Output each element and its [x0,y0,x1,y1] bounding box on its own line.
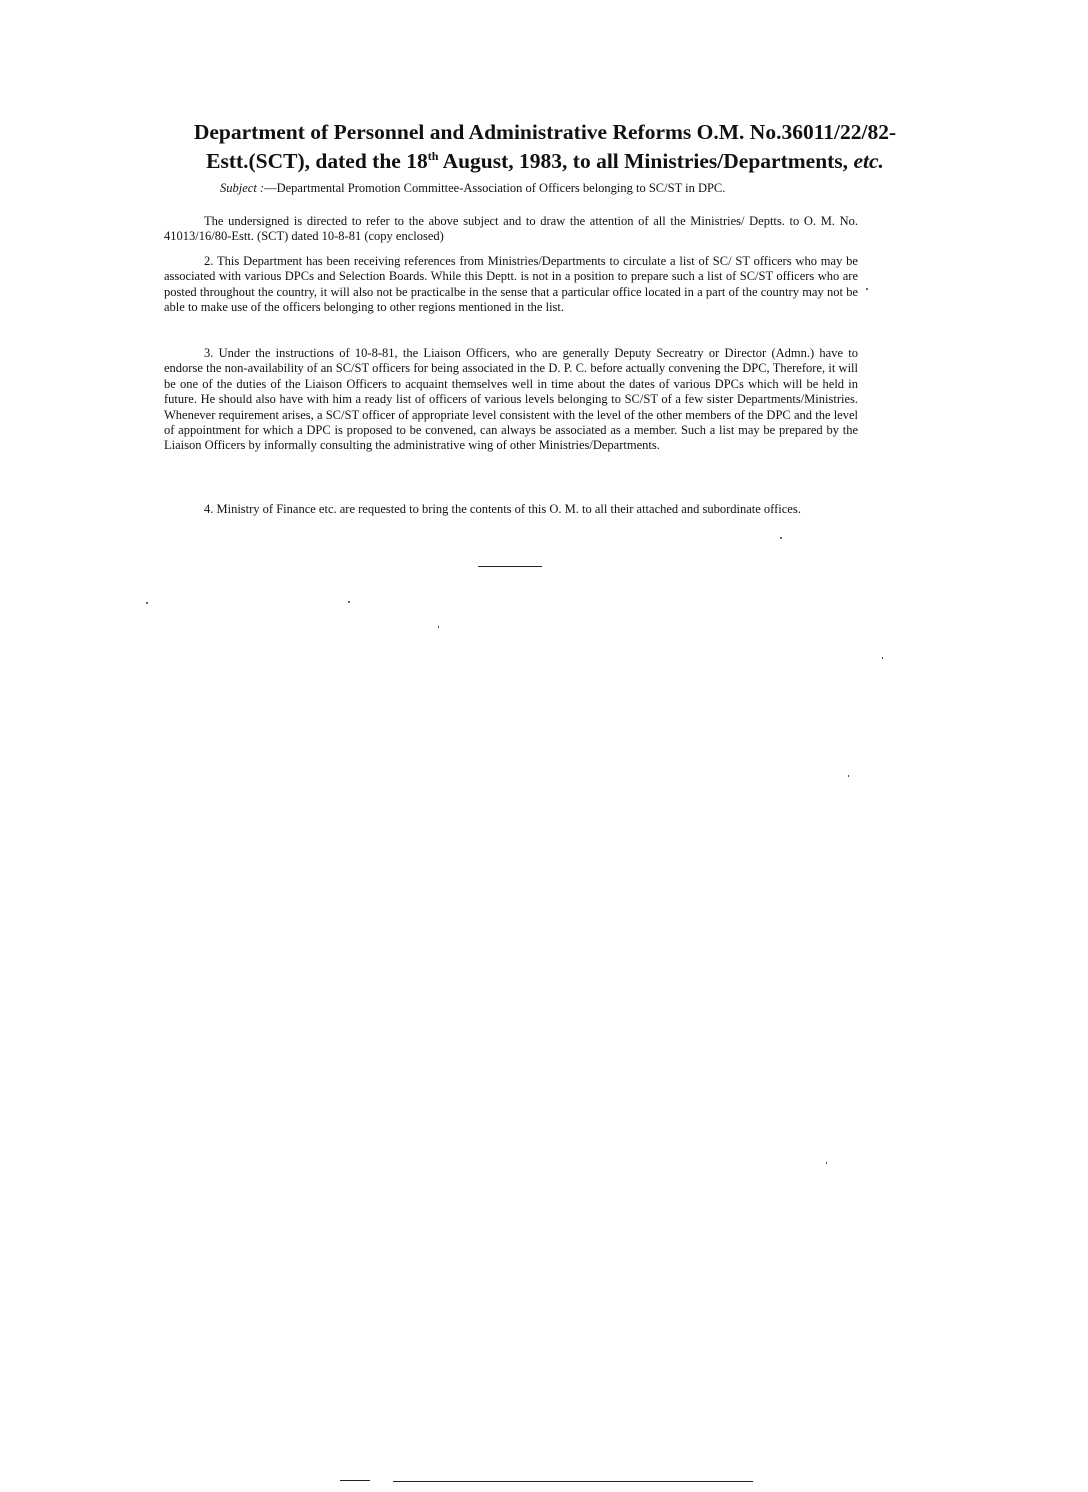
scan-speck [348,601,350,603]
scan-speck [866,288,868,290]
scan-speck [848,775,849,777]
scan-speck [780,537,782,539]
title-line-2-start: Estt.(SCT), dated the 18 [206,149,428,173]
bottom-rule-short [340,1480,370,1481]
paragraph-2: 2. This Department has been receiving references from Ministries/Departments to circulate a list of SC/ ST officers who may be associated with various DPCs and Selection Boards. While this Deptt. is not in a position to prepare such a list of SC/ST officers who are posted throughout the country, it will also not be practicalbe in the sense that a particular office located in a part of the country may not be able to make use of the officers belonging to other regions mentioned in the list. [164,254,858,315]
end-rule [478,566,542,567]
subject-label: Subject : [220,181,265,195]
scan-speck [882,657,883,659]
paragraph-3: 3. Under the instructions of 10-8-81, the Liaison Officers, who are generally Deputy Secreatry or Director (Admn.) have to endorse the non-availability of an SC/ST officers for being associated in the D. P. C. before actually convening the DPC, Therefore, it will be one of the duties of the Liaison Officers to acquaint themselves well in time about the dates of various DPCs which will be held in future. He should also have with him a ready list of officers of various levels belonging to SC/ST of a few sister Departments/Ministries. Whenever requirement arises, a SC/ST officer of appropriate level consistent with the level of the other members of the DPC and the level of appointment for which a DPC is proposed to be convened, can always be associated as a member. Such a list may be prepared by the Liaison Officers by informally consulting the administrative wing of other Ministries/Departments. [164,346,858,453]
document-title [160,118,930,176]
subject-text: —Departmental Promotion Committee-Association of Officers belonging to SC/ST in DPC. [264,181,726,195]
paragraph-1: The undersigned is directed to refer to the above subject and to draw the attention of all the Ministries/ Deptts. to O. M. No. 41013/16/80-Estt. (SCT) dated 10-8-81 (copy enclosed) [164,214,858,244]
subject-line [220,180,920,196]
title-line-2-italic: etc. [853,149,884,173]
scan-speck [146,602,148,604]
scan-speck [826,1162,827,1164]
paragraph-4: 4. Ministry of Finance etc. are requested to bring the contents of this O. M. to all their attached and subordinate offices. [204,502,801,516]
title-superscript: th [427,148,439,163]
scan-speck [438,626,439,628]
bottom-rule-long [393,1481,753,1482]
title-line-2-middle: August, 1983, to all Ministries/Departments, [438,149,854,173]
title-line-1: Department of Personnel and Administrative Reforms O.M. No.36011/22/82- [193,120,897,144]
